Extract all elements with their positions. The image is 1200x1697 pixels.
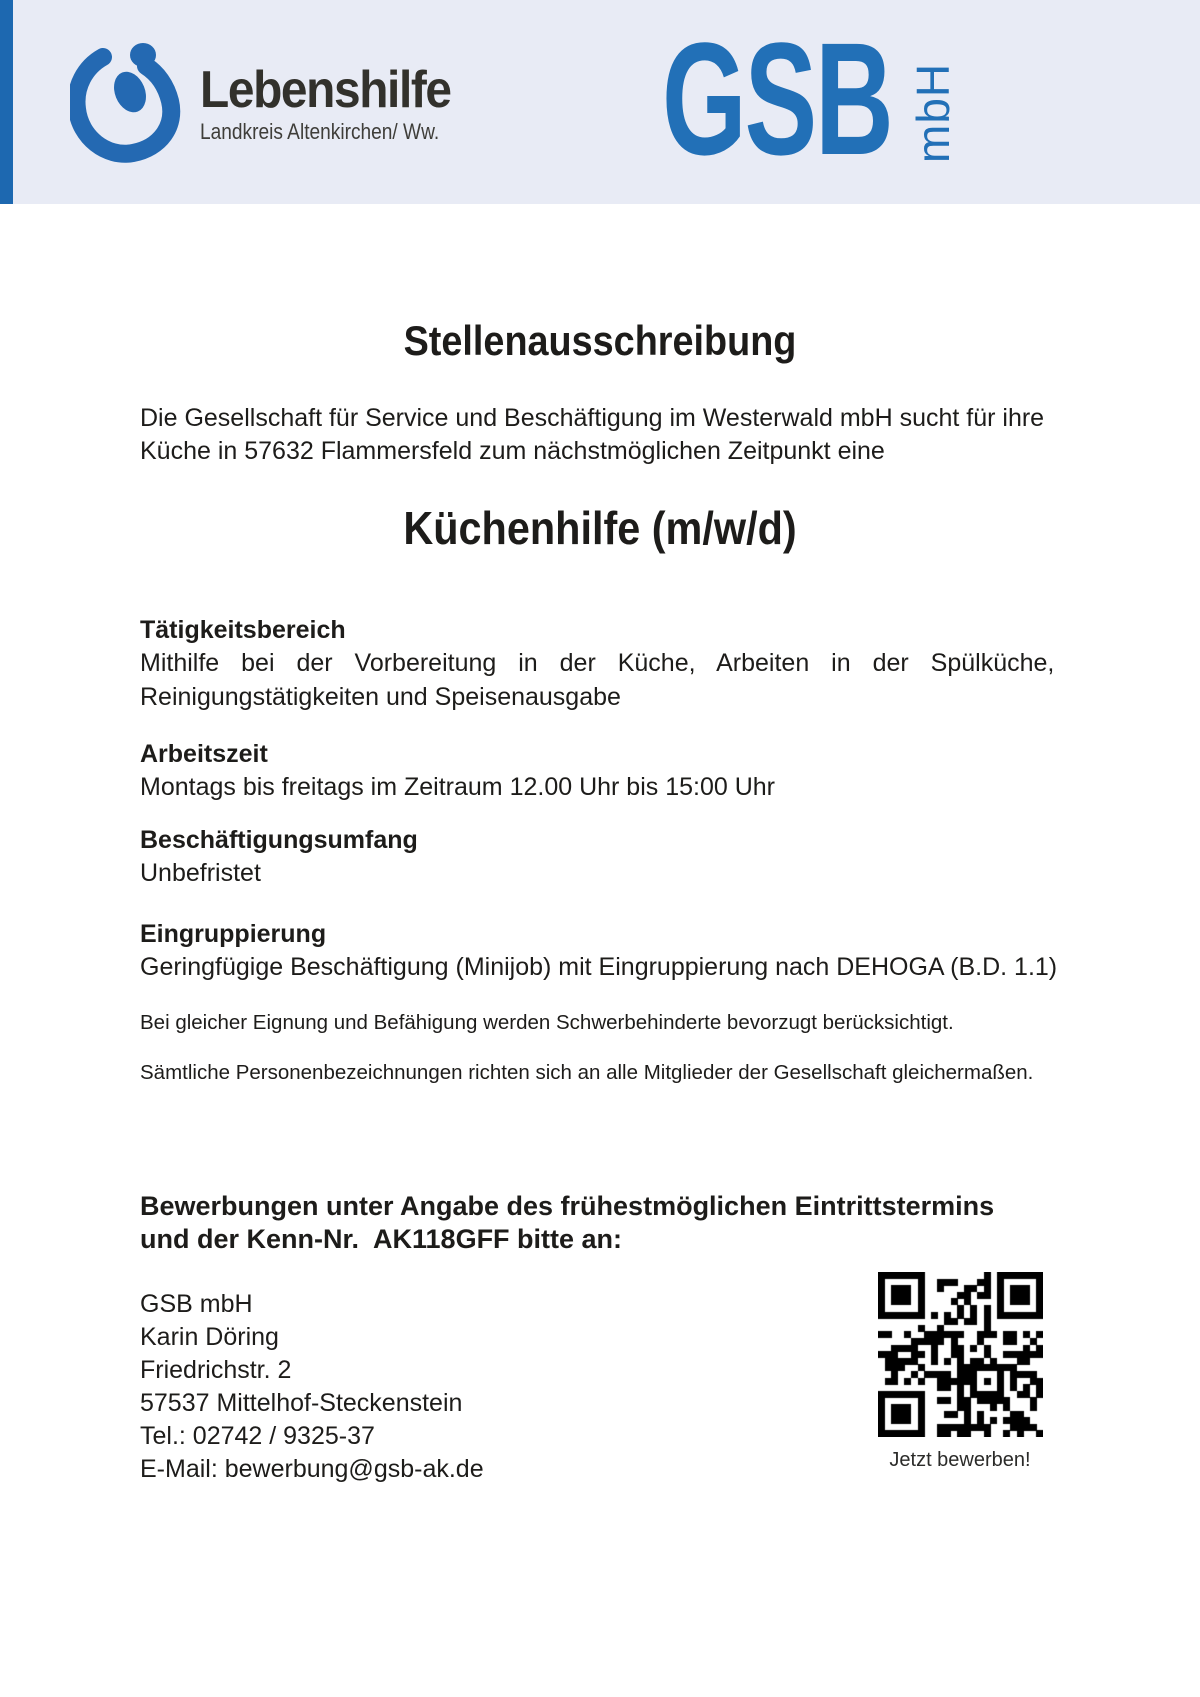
contact-email: E-Mail: bewerbung@gsb-ak.de bbox=[140, 1455, 484, 1483]
lebenshilfe-logo-subtitle: Landkreis Altenkirchen/ Ww. bbox=[200, 119, 440, 144]
qr-caption: Jetzt bewerben! bbox=[889, 1449, 1031, 1471]
gsb-logo: GSB bbox=[662, 9, 892, 188]
contact-company: GSB mbH bbox=[140, 1290, 253, 1318]
lebenshilfe-icon bbox=[70, 40, 182, 165]
left-accent-bar bbox=[0, 0, 13, 204]
header-band bbox=[0, 0, 1200, 204]
contact-street: Friedrichstr. 2 bbox=[140, 1356, 292, 1384]
application-call-to-action bbox=[140, 1190, 1060, 1257]
page-title: Stellenausschreibung bbox=[403, 317, 797, 364]
contact-phone: Tel.: 02742 / 9325-37 bbox=[140, 1422, 375, 1450]
intro-line: Küche in 57632 Flammersfeld zum nächstmöglichen Zeitpunkt eine bbox=[140, 437, 885, 466]
cta-line: Bewerbungen unter Angabe des frühestmöglichen Eintrittstermins bbox=[140, 1191, 995, 1221]
cta-line: und der Kenn-Nr. AK118GFF bitte an: bbox=[140, 1224, 623, 1255]
intro-paragraph bbox=[140, 402, 1060, 469]
lebenshilfe-logo-name: Lebenshilfe bbox=[200, 61, 451, 119]
section-eingruppierung bbox=[140, 918, 1060, 985]
contact-person: Karin Döring bbox=[140, 1323, 279, 1351]
contact-city: 57537 Mittelhof-Steckenstein bbox=[140, 1389, 463, 1417]
job-title: Küchenhilfe (m/w/d) bbox=[403, 502, 797, 554]
section-body-line: Unbefristet bbox=[140, 859, 261, 888]
gsb-logo-mbh-vertical: mbH bbox=[907, 62, 959, 163]
section-body-line: Geringfügige Beschäftigung (Minijob) mit Eingruppierung nach DEHOGA (B.D. 1.1) bbox=[140, 953, 1058, 982]
equal-opportunity-note: Bei gleicher Eignung und Befähigung werden Schwerbehinderte bevorzugt berücksichtigt. bbox=[140, 1011, 954, 1034]
section-beschaeftigungsumfang bbox=[140, 824, 1060, 891]
section-arbeitszeit bbox=[140, 738, 1060, 805]
section-label: Arbeitszeit bbox=[140, 740, 268, 768]
qr-code bbox=[878, 1272, 1043, 1437]
section-taetigkeitsbereich bbox=[140, 614, 1060, 714]
section-body-line: Montags bis freitags im Zeitraum 12.00 Uhr bis 15:00 Uhr bbox=[140, 773, 775, 802]
section-body-line: Reinigungstätigkeiten und Speisenausgabe bbox=[140, 682, 621, 711]
intro-line: Die Gesellschaft für Service und Beschäftigung im Westerwald mbH sucht für ihre bbox=[140, 404, 1045, 432]
section-body-line: Mithilfe bei der Vorbereitung in der Küche, Arbeiten in der Spülküche, bbox=[140, 649, 1055, 678]
gender-note: Sämtliche Personenbezeichnungen richten sich an alle Mitglieder der Gesellschaft gleichermaßen. bbox=[140, 1061, 1034, 1084]
section-label: Eingruppierung bbox=[140, 920, 327, 948]
section-label: Tätigkeitsbereich bbox=[140, 616, 346, 644]
section-label: Beschäftigungsumfang bbox=[140, 826, 418, 854]
